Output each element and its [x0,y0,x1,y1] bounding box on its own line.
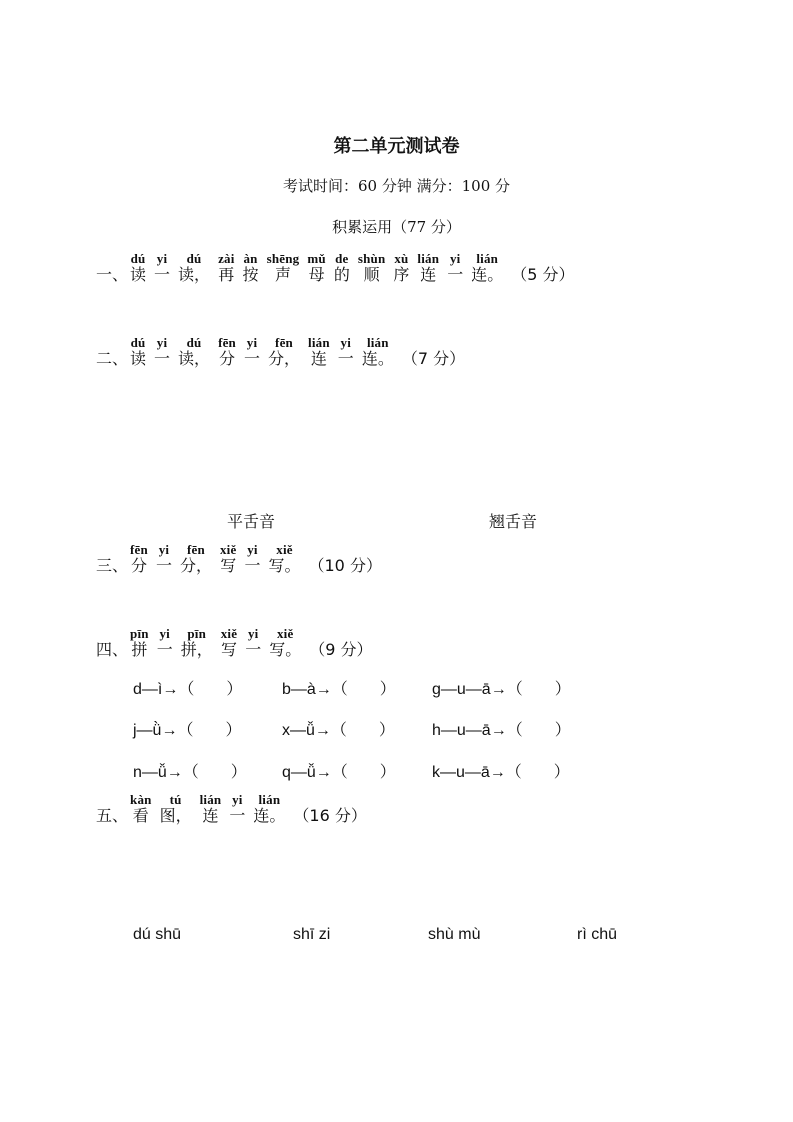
section-heading: 积累运用（77 分） [332,218,461,236]
hanzi: 图， [159,806,192,825]
pinyin: yi [159,626,170,641]
pinyin: yi [156,251,168,266]
ruby-char [181,627,213,660]
spelling-item: j—ǜ→（ ） [133,722,242,739]
spelling-item: b—à→（ ） [282,681,396,698]
ruby-char [178,252,210,285]
pinyin: xiě [276,542,293,557]
hanzi: 连。 [253,806,286,825]
pinyin: dú [130,335,146,350]
question-5 [96,793,367,826]
ruby-char [244,543,260,576]
hanzi: 写。 [268,556,301,575]
ruby-char [154,252,170,285]
hanzi: 的 [333,265,350,284]
ruby-char [358,252,386,285]
spelling-item: k—u—ā→（ ） [432,764,570,781]
hanzi: 一 [229,806,246,825]
word-du-shu: dú shū [133,926,182,943]
ruby-char [130,793,152,826]
pinyin: yi [246,335,258,350]
hanzi: 母 [308,265,325,284]
hanzi: 一 [245,640,262,659]
ruby-char [229,793,245,826]
score: （10 分） [308,556,382,575]
question-number: 三、 [96,556,129,575]
ruby-char [268,336,300,369]
ruby-char [267,252,300,285]
pinyin: fēn [218,335,236,350]
spelling-item: d—ì→（ ） [133,681,243,698]
exam-info: 考试时间：60 分钟 满分：100 分 [282,177,511,195]
pinyin: yi [247,626,259,641]
hanzi: 读 [130,265,147,284]
flat-tongue-label: 平舌音 [227,512,276,531]
pinyin: xiě [220,626,238,641]
hanzi: 一 [447,265,464,284]
pinyin: xù [394,251,409,266]
hanzi: 分 [219,349,236,368]
score: （9 分） [309,640,373,659]
ruby-char [221,627,237,660]
score: （5 分） [511,265,575,284]
pinyin: mǔ [307,251,326,266]
pinyin: xiě [276,626,294,641]
spelling-item: q—ǚ→（ ） [282,764,396,781]
question-1 [96,252,575,285]
ruby-char [253,793,285,826]
question-3 [96,543,382,576]
hanzi: 顺 [363,265,380,284]
hanzi: 一 [337,349,354,368]
word-shu-mu: shù mù [428,926,481,943]
spelling-item: h—u—ā→（ ） [432,722,571,739]
ruby-char [243,252,259,285]
pinyin: àn [243,251,258,266]
pinyin: pīn [187,626,207,641]
pinyin: lián [417,251,440,266]
ruby-char [130,336,146,369]
ruby-char [157,627,173,660]
pinyin: fēn [130,542,148,557]
hanzi: 读 [130,349,147,368]
ruby-char [338,336,354,369]
pinyin: yi [340,335,352,350]
hanzi: 分 [130,556,147,575]
hanzi: 看 [132,806,149,825]
hanzi: 一 [154,349,171,368]
pinyin: yi [449,251,461,266]
pinyin: dú [130,251,146,266]
pinyin: shùn [357,251,386,266]
question-number: 一、 [96,265,129,284]
hanzi: 分， [179,556,212,575]
ruby-char [130,543,148,576]
hanzi: 连 [310,349,327,368]
spelling-item: n—ǚ→（ ） [133,764,247,781]
hanzi: 再 [218,265,235,284]
hanzi: 一 [156,640,173,659]
ruby-char [362,336,394,369]
page-title: 第二单元测试卷 [333,136,460,157]
spelling-item: g—u—ā→（ ） [432,681,571,698]
score: （7 分） [401,349,466,368]
hanzi: 一 [244,349,261,368]
ruby-char [160,793,192,826]
ruby-char [220,543,236,576]
pinyin: yi [158,542,170,557]
hanzi: 一 [244,556,261,575]
hanzi: 序 [393,265,410,284]
hanzi: 分， [268,349,301,368]
pinyin: de [335,251,349,266]
hanzi: 拼， [180,640,213,659]
ruby-char [245,627,261,660]
pinyin: zài [218,251,235,266]
word-shi-zi: shī zi [293,926,331,943]
ruby-char [178,336,210,369]
hanzi: 写 [220,556,237,575]
retroflex-label: 翘舌音 [489,512,538,531]
pinyin: yi [156,335,168,350]
question-number: 四、 [96,640,129,659]
ruby-char [417,252,439,285]
ruby-char [154,336,170,369]
hanzi: 连。 [361,349,394,368]
question-number: 五、 [96,806,129,825]
pinyin: lián [308,335,330,350]
ruby-char [308,336,330,369]
pinyin: lián [366,335,389,350]
ruby-char [200,793,222,826]
pinyin: shēng [266,251,300,266]
pinyin: lián [476,251,499,266]
ruby-char [156,543,172,576]
ruby-char [334,252,350,285]
pinyin: dú [186,251,202,266]
pinyin: pīn [130,626,149,641]
hanzi: 连 [202,806,219,825]
hanzi: 读， [178,349,211,368]
ruby-char [244,336,260,369]
spelling-item: x—ǚ→（ ） [282,722,395,739]
ruby-char [269,627,301,660]
pinyin: kàn [130,792,152,807]
ruby-char [218,336,236,369]
hanzi: 读， [178,265,211,284]
ruby-char [130,627,149,660]
pinyin: xiě [219,542,237,557]
pinyin: fēn [275,335,293,350]
hanzi: 一 [154,265,171,284]
ruby-char [447,252,463,285]
ruby-char [307,252,325,285]
pinyin: fēn [187,542,205,557]
hanzi: 连 [420,265,437,284]
hanzi: 写。 [269,640,302,659]
pinyin: tú [169,792,182,807]
hanzi: 拼 [131,640,148,659]
question-number: 二、 [96,349,129,368]
ruby-char [393,252,409,285]
ruby-char [180,543,212,576]
ruby-char [218,252,234,285]
pinyin: yi [232,792,243,807]
hanzi: 声 [274,265,291,284]
ruby-char [268,543,300,576]
score: （16 分） [293,806,367,825]
question-4 [96,627,373,660]
hanzi: 按 [242,265,259,284]
pinyin: lián [258,792,281,807]
hanzi: 一 [155,556,172,575]
hanzi: 写 [220,640,237,659]
ruby-char [130,252,146,285]
word-ri-chu: rì chū [577,926,618,943]
pinyin: dú [186,335,202,350]
question-2 [96,336,465,369]
pinyin: lián [199,792,222,807]
hanzi: 连。 [471,265,504,284]
pinyin: yi [247,542,258,557]
ruby-char [471,252,503,285]
